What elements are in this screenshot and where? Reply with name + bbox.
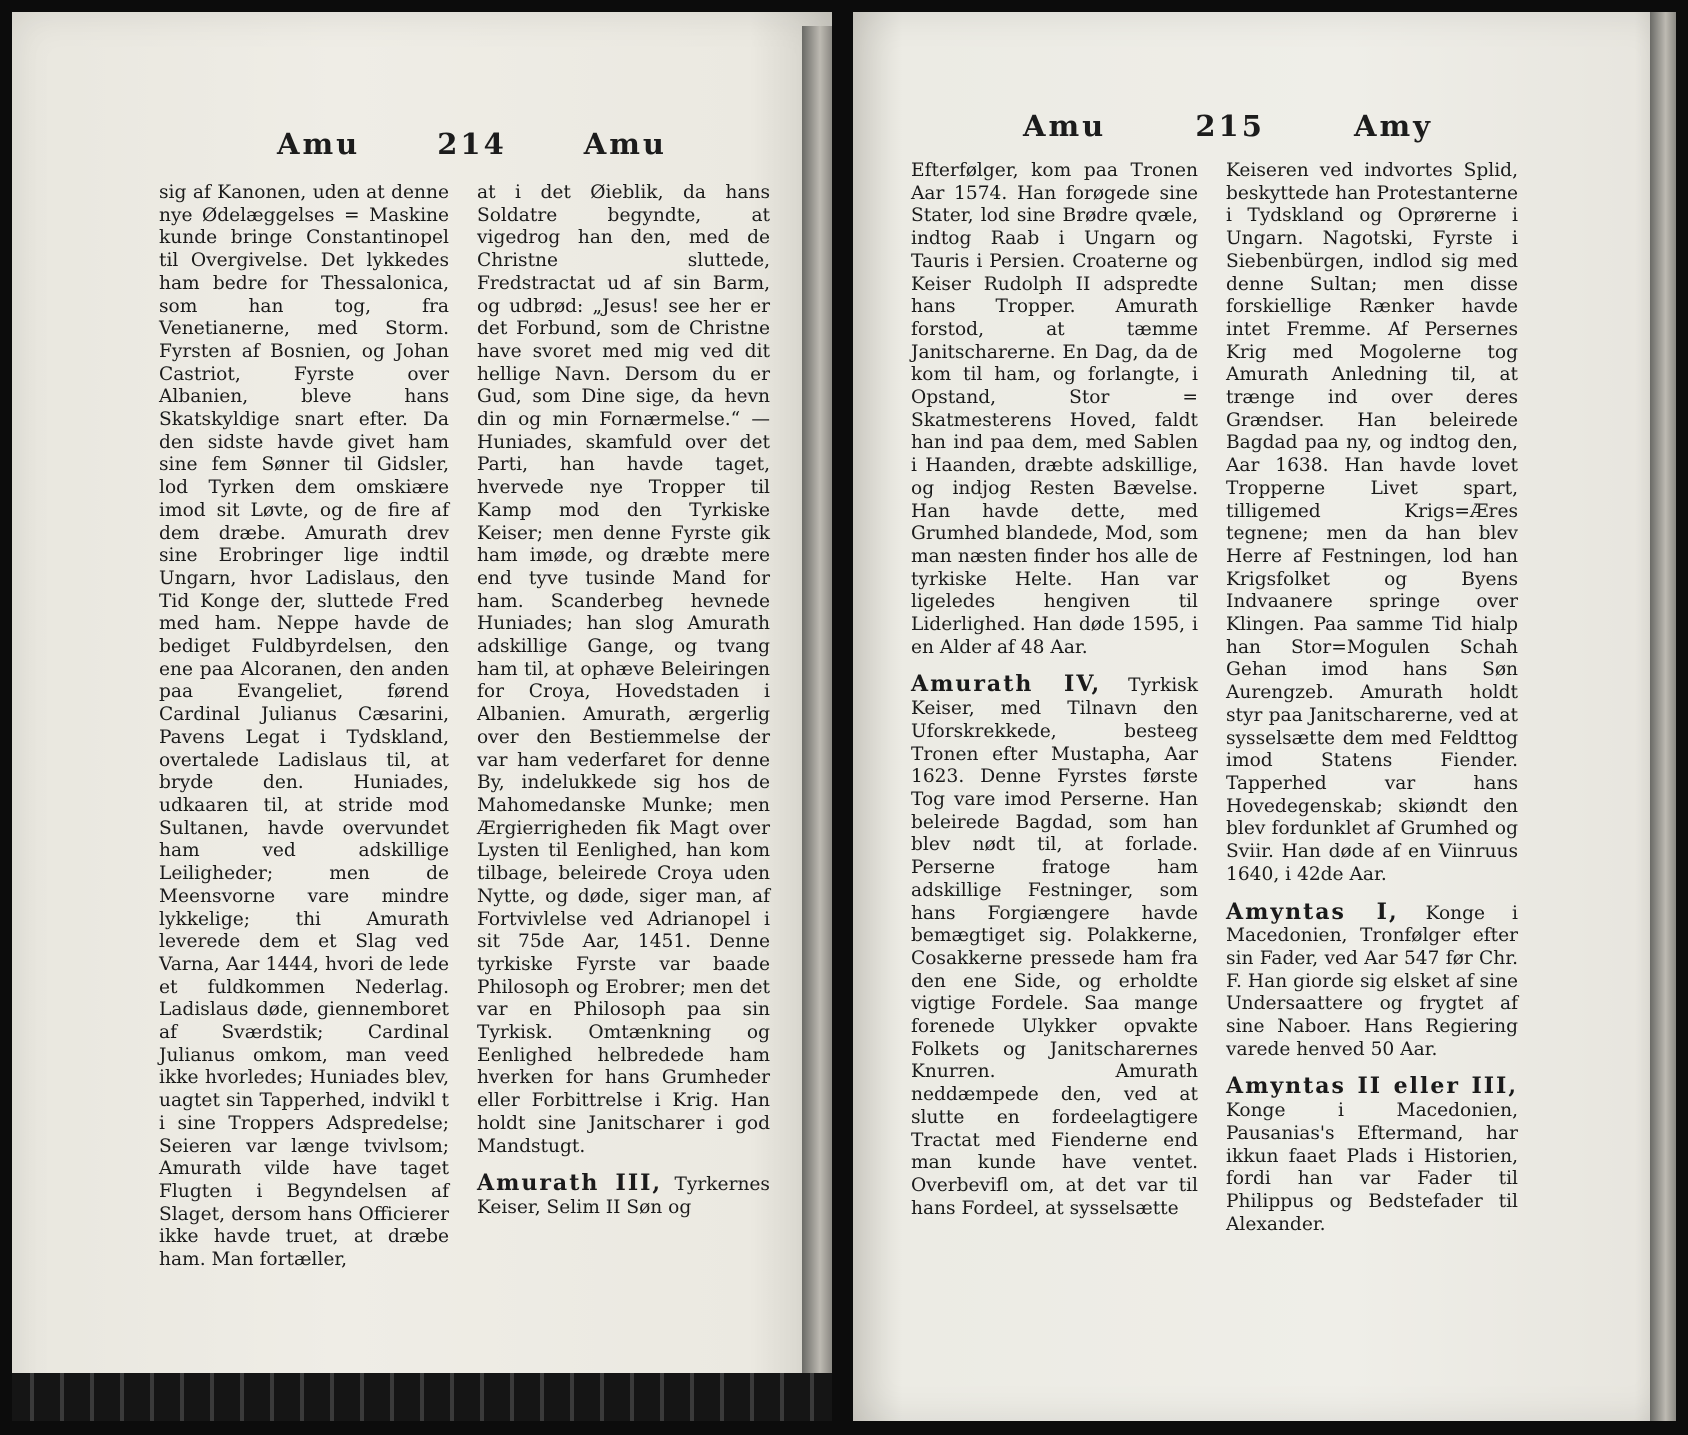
paragraph-text: Efterfølger, kom paa Tronen Aar 1574. Han forøgede sine Stater, lod sine Brødre qvæle, indtog Raab i Ungarn og Tauris i Persien. Croaterne og Keiser Rudolph II adspredte hans Tropper. Amurath forstod, at tæmme Janitscharerne. En Dag, da de kom til ham, og forlangte, i Opstand, Stor = Skatmesterens Hoved, faldt han ind paa dem, med Sablen i Haanden, dræbte adskillige, og indjog Resten Bævelse. Han havde dette, med Grumhed blandede, Mod, som man næsten finder hos alle de tyrkiske Helte. Han var ligeledes hengiven til Liderlighed. Han døde 1595, i en Alder af 48 Aar. [911, 160, 1198, 658]
entry-headword: Amurath IV, [911, 671, 1102, 698]
left-page-gutter-shadow [802, 26, 832, 1421]
left-column-2 [477, 182, 770, 1220]
bottom-book-edge [12, 1373, 832, 1421]
right-column-2 [1226, 160, 1518, 1236]
paragraph [1226, 160, 1518, 887]
entry-amyntas-i [1226, 898, 1518, 1062]
left-guide-word: Amu [277, 127, 361, 161]
right-guide-word-2: Amy [1353, 109, 1433, 143]
right-page-edge-shadow [1650, 12, 1676, 1421]
entry-text: Tyrkisk Keiser, med Tilnavn den Uforskrekkede, besteeg Tronen efter Mustapha, Aar 1623. Denne Fyrstes første Tog vare imod Perserne. Han beleirede Bagdad, som han blev nødt til, at forlade. Perserne fratoge ham adskillige Festninger, som hans Forgiængere havde bemægtiget sig. Polakkerne, Cosakkerne pressede ham fra den ene Side, og erholdte vigtige Fordele. Saa mange forenede Ulykker opvakte Folkets og Janitscharernes Knurren. Amurath neddæmpede den, ved at slutte en fordeelagtigere Tractat med Fienderne end man kunde have ventet. Overbevifl om, at det var til hans Fordeel, at sysselsætte [911, 675, 1198, 1219]
paragraph [477, 182, 770, 1158]
paragraph-text: sig af Kanonen, uden at denne nye Ødelæggelses = Maskine kunde bringe Constantinopel til Overgivelse. Det lykkedes ham bedre for Thessalonica, som han tog, fra Venetianerne, med Storm. Fyrsten af Bosnien, og Johan Castriot, Fyrste over Albanien, bleve hans Skatskyldige snart efter. Da den sidste havde givet ham sine fem Sønner til Gidsler, lod Tyrken dem omskiære imod sit Løvte, og de fire af dem dræbe. Amurath drev sine Erobringer lige indtil Ungarn, hvor Ladislaus, den Tid Konge der, sluttede Fred med ham. Neppe havde de bediget Fuldbyrdelsen, den ene paa Alcoranen, den anden paa Evangeliet, førend Cardinal Julianus Cæsarini, Pavens Legat i Tydskland, overtalede Ladislaus til, at bryde den. Huniades, udkaaren til, at stride mod Sultanen, havde overvundet ham ved adskillige Leiligheder; men de Meensvorne vare mindre lykkelige; thi Amurath leverede dem et Slag ved Varna, Aar 1444, hvori de lede et fuldkommen Nederlag. Ladislaus døde, giennemboret af Sværdstik; Cardinal Julianus omkom, man veed ikke hvorledes; Huniades blev, uagtet sin Tapperhed, indvikl t i sine Troppers Adspredelse; Seieren var længe tvivlsom; Amurath vilde have taget Flugten i Begyndelsen af Slaget, dersom hans Officierer ikke havde truet, at dræbe ham. Man fortæller, [159, 182, 449, 1271]
entry-headword: Amurath III, [477, 1170, 663, 1197]
right-page-number: 215 [1195, 109, 1265, 143]
entry-amurath-iii [477, 1172, 770, 1219]
entry-text: Konge i Macedonien, Tronfølger efter sin Fader, ved Aar 547 før Chr. F. Han giorde sig elsket af sine Undersaattere og frygtet af sine Naboer. Hans Regiering varede henved 50 Aar. [1226, 902, 1518, 1060]
right-column-1 [911, 160, 1198, 1220]
paragraph-text: Keiseren ved indvortes Splid, beskyttede han Protestanterne i Tydskland og Oprørerne i Ungarn. Nagotski, Fyrste i Siebenbürgen, indlod sig med denne Sultan; men disse forskiellige Rænker havde intet Fremme. Af Persernes Krig med Mogolerne tog Amurath Anledning til, at trænge ind over deres Grændser. Han beleirede Bagdad paa ny, og indtog den, Aar 1638. Han havde lovet Tropperne Livet spart, tilligemed Krigs=Æres tegnene; men da han blev Herre af Festningen, lod han Krigsfolket og Byens Indvaanere springe over Klingen. Paa samme Tid hialp han Stor=Mogulen Schah Gehan imod hans Søn Aurengzeb. Amurath holdt styr paa Janitscharerne, ved at sysselsætte dem med Feldttog imod Statens Fiender. Tapperhed var hans Hovedegenskab; skiøndt den blev fordunklet af Grumhed og Sviir. Han døde af en Viinruus 1640, i 42de Aar. [1226, 160, 1518, 885]
entry-amurath-iv [911, 673, 1198, 1220]
right-guide-word: Amu [1023, 109, 1107, 143]
paragraph-text: at i det Øieblik, da hans Soldatre begyndte, at vigedrog han den, med de Christne sluttede, Fredstractat ud af sin Barm, og udbrød: „Jesus! see her er det Forbund, som de Christne have svoret med mig ved dit hellige Navn. Dersom du er Gud, som Dine sige, da hevn din og min Fornærmelse.“ — Huniades, skamfuld over det Parti, han havde taget, hvervede nye Tropper til Kamp mod den Tyrkiske Keiser; men denne Fyrste gik ham imøde, og dræbte mere end tyve tusinde Mand for ham. Scanderbeg hevnede Huniades; han slog Amurath adskillige Gange, og tvang ham til, at ophæve Beleiringen for Croya, Hovedstaden i Albanien. Amurath, ærgerlig over den Bestiemmelse der var ham vederfaret for denne By, indelukkede sig hos de Mahomedanske Munke; men Ærgierrigheden fik Magt over Lysten til Eenlighed, han kom tilbage, beleirede Croya uden Nytte, og døde, siger man, af Fortvivlelse ved Adrianopel i sit 75de Aar, 1451. Denne tyrkiske Fyrste var baade Philosoph og Erobrer; men det var en Philosoph paa sin Tyrkisk. Omtænkning og Eenlighed helbredede ham hverken for hans Grumheder eller Forbittrelse i Krig. Han holdt sine Janitscharer i god Mandstugt. [477, 182, 770, 1157]
entry-headword: Amyntas I, [1226, 898, 1399, 925]
left-guide-word-2: Amu [583, 127, 667, 161]
entry-text: Konge i Macedonien, Pausanias's Eftermand, har ikkun faaet Plads i Historien, fordi han var Fader til Philippus og Bedstefader til Alexander. [1226, 1100, 1518, 1235]
entry-amyntas-ii [1226, 1075, 1518, 1236]
right-running-head [1023, 109, 1433, 143]
left-running-head [277, 127, 667, 161]
entry-text: Tyrkernes Keiser, Selim II Søn og [477, 1174, 770, 1218]
left-page-number: 214 [437, 127, 507, 161]
paragraph [911, 160, 1198, 659]
paragraph [159, 182, 449, 1272]
left-page [12, 12, 832, 1421]
entry-headword: Amyntas II eller III, [1226, 1073, 1518, 1100]
left-column-1 [159, 182, 449, 1272]
right-page [853, 12, 1676, 1421]
